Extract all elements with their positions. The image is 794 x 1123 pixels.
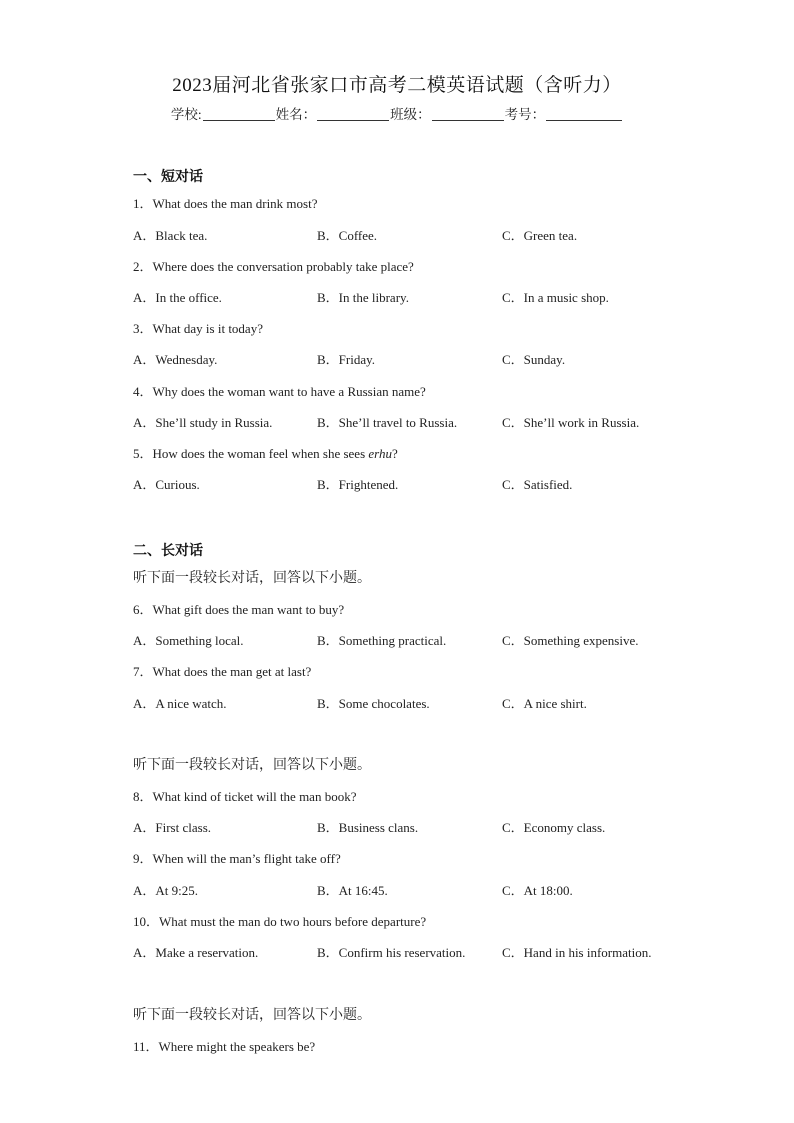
q8-option-c[interactable]: C．Economy class. <box>502 820 606 835</box>
school-label: 学校: <box>170 107 202 122</box>
q5-option-b[interactable]: B．Frightened. <box>317 477 399 492</box>
instruction-1: 听下面一段较长对话，回答以下小题。 <box>133 570 371 586</box>
q1-option-c[interactable]: C．Green tea. <box>502 228 578 243</box>
q7-option-a[interactable]: A．A nice watch. <box>133 696 227 711</box>
q8-option-a[interactable]: A．First class. <box>133 820 212 835</box>
class-label: 班级： <box>390 107 431 122</box>
q6-option-c[interactable]: C．Something expensive. <box>502 633 639 648</box>
exam-number-blank[interactable] <box>546 107 622 121</box>
q5-option-c[interactable]: C．Satisfied. <box>502 477 573 492</box>
q5-stem-text: 5．How does the woman feel when she sees <box>133 446 369 461</box>
section-heading-short-dialogues: 一、短对话 <box>133 169 203 185</box>
q4-option-c[interactable]: C．She’ll work in Russia. <box>502 415 640 430</box>
q1-option-b[interactable]: B．Coffee. <box>317 228 378 243</box>
question-5 <box>133 443 398 462</box>
q5-option-a[interactable]: A．Curious. <box>133 477 200 492</box>
question-4: 4．Why does the woman want to have a Russian name? <box>133 384 426 399</box>
q2-option-a[interactable]: A．In the office. <box>133 290 222 305</box>
question-2: 2．Where does the conversation probably take place? <box>133 259 414 274</box>
q2-option-c[interactable]: C．In a music shop. <box>502 290 609 305</box>
name-label: 姓名： <box>275 107 317 122</box>
q9-option-c[interactable]: C．At 18:00. <box>502 883 573 898</box>
q3-option-b[interactable]: B．Friday. <box>317 352 376 367</box>
section-heading-long-dialogues: 二、长对话 <box>133 543 203 559</box>
question-10: 10．What must the man do two hours before departure? <box>133 914 427 929</box>
q10-option-a[interactable]: A．Make a reservation. <box>133 945 259 960</box>
class-blank[interactable] <box>432 107 504 121</box>
q2-option-b[interactable]: B．In the library. <box>317 290 409 305</box>
page-title: 2023届河北省张家口市高考二模英语试题（含听力） <box>172 75 622 96</box>
q10-option-c[interactable]: C．Hand in his information. <box>502 945 652 960</box>
q5-stem-end: ? <box>392 446 398 461</box>
question-6: 6．What gift does the man want to buy? <box>133 602 345 617</box>
q10-option-b[interactable]: B．Confirm his reservation. <box>317 945 466 960</box>
q9-option-a[interactable]: A．At 9:25. <box>133 883 199 898</box>
instruction-3: 听下面一段较长对话，回答以下小题。 <box>133 1007 371 1023</box>
q9-option-b[interactable]: B．At 16:45. <box>317 883 388 898</box>
q7-option-b[interactable]: B．Some chocolates. <box>317 696 430 711</box>
question-1: 1．What does the man drink most? <box>133 196 318 211</box>
exam-number-label: 考号： <box>504 107 546 122</box>
q7-option-c[interactable]: C．A nice shirt. <box>502 696 587 711</box>
instruction-2: 听下面一段较长对话，回答以下小题。 <box>133 757 371 773</box>
question-7: 7．What does the man get at last? <box>133 664 312 679</box>
q8-option-b[interactable]: B．Business clans. <box>317 820 419 835</box>
question-9: 9．When will the man’s flight take off? <box>133 851 341 866</box>
q1-option-a[interactable]: A．Black tea. <box>133 228 208 243</box>
school-blank[interactable] <box>203 107 275 121</box>
q6-option-a[interactable]: A．Something local. <box>133 633 244 648</box>
name-blank[interactable] <box>317 107 389 121</box>
q5-stem-italic: erhu <box>368 446 392 461</box>
q4-option-a[interactable]: A．She’ll study in Russia. <box>133 415 273 430</box>
q4-option-b[interactable]: B．She’ll travel to Russia. <box>317 415 458 430</box>
q3-option-a[interactable]: A．Wednesday. <box>133 352 218 367</box>
q3-option-c[interactable]: C．Sunday. <box>502 352 566 367</box>
question-8: 8．What kind of ticket will the man book? <box>133 789 357 804</box>
student-info-line <box>0 103 794 123</box>
question-3: 3．What day is it today? <box>133 321 263 336</box>
q6-option-b[interactable]: B．Something practical. <box>317 633 447 648</box>
question-11: 11．Where might the speakers be? <box>133 1039 316 1054</box>
